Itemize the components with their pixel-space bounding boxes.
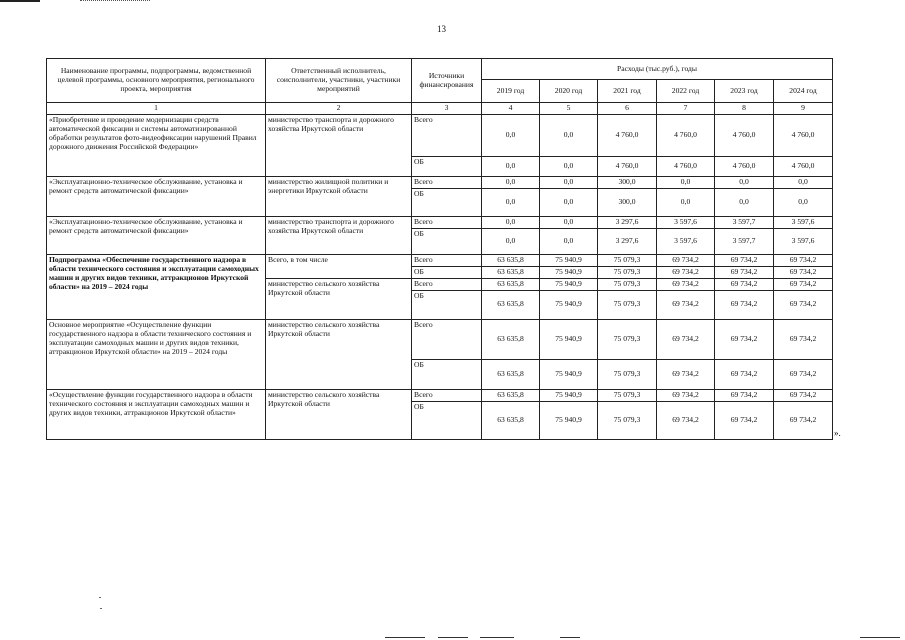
year-header: 2020 год	[540, 80, 598, 103]
activity-name: Основное мероприятие «Осуществление функции государственного надзора в области технического состояния и эксплуатации самоходных машин и других видов техники, аттракционов Иркутской области» на 2019 – 2024 годы	[47, 319, 266, 389]
amount-2024: 0,0	[774, 188, 833, 216]
table-row	[47, 389, 833, 401]
amount-2020: 0,0	[540, 188, 598, 216]
column-number: 3	[412, 103, 482, 115]
amount-2019: 63 635,8	[482, 290, 540, 319]
amount-2024: 0,0	[774, 176, 833, 188]
amount-2024: 3 597,6	[774, 228, 833, 254]
funding-source: Всего	[412, 254, 482, 266]
amount-2021: 4 760,0	[598, 114, 657, 156]
funding-source: ОБ	[412, 156, 482, 176]
amount-2020: 0,0	[540, 114, 598, 156]
funding-source: ОБ	[412, 228, 482, 254]
amount-2019: 63 635,8	[482, 401, 540, 439]
column-number: 1	[47, 103, 266, 115]
activity-name: «Осуществление функции государственного надзора в области технического состояния и эксплуатации самоходных машин и других видов техники, аттракционов Иркутской области»	[47, 389, 266, 439]
amount-2021: 75 079,3	[598, 389, 657, 401]
amount-2020: 0,0	[540, 156, 598, 176]
amount-2024: 4 760,0	[774, 156, 833, 176]
amount-2020: 75 940,9	[540, 389, 598, 401]
amount-2023: 69 734,2	[715, 389, 774, 401]
amount-2021: 75 079,3	[598, 254, 657, 266]
funding-source: Всего	[412, 216, 482, 228]
amount-2022: 4 760,0	[657, 114, 715, 156]
amount-2022: 69 734,2	[657, 401, 715, 439]
table-row	[47, 114, 833, 156]
amount-2020: 75 940,9	[540, 254, 598, 266]
amount-2024: 4 760,0	[774, 114, 833, 156]
column-number: 4	[482, 103, 540, 115]
amount-2020: 0,0	[540, 216, 598, 228]
amount-2019: 63 635,8	[482, 319, 540, 359]
amount-2021: 75 079,3	[598, 266, 657, 278]
amount-2023: 69 734,2	[715, 266, 774, 278]
column-number: 9	[774, 103, 833, 115]
amount-2023: 4 760,0	[715, 114, 774, 156]
header-row	[47, 59, 833, 80]
activity-name: «Эксплуатационно-техническое обслуживание, установка и ремонт средств автоматической фиксации»	[47, 176, 266, 216]
activity-name: «Эксплуатационно-техническое обслуживание, установка и ремонт средств автоматической фиксации»	[47, 216, 266, 254]
amount-2020: 0,0	[540, 176, 598, 188]
amount-2022: 3 597,6	[657, 216, 715, 228]
amount-2019: 63 635,8	[482, 278, 540, 290]
amount-2021: 75 079,3	[598, 319, 657, 359]
year-header: 2022 год	[657, 80, 715, 103]
amount-2022: 69 734,2	[657, 254, 715, 266]
amount-2021: 4 760,0	[598, 156, 657, 176]
year-header: 2023 год	[715, 80, 774, 103]
scan-edge-mark	[0, 0, 40, 2]
funding-source: ОБ	[412, 266, 482, 278]
footer-rule	[560, 637, 580, 638]
amount-2019: 63 635,8	[482, 359, 540, 389]
executor: министерство транспорта и дорожного хозяйства Иркутской области	[266, 216, 412, 254]
footer-rule	[480, 637, 514, 638]
column-number: 7	[657, 103, 715, 115]
page-number: 13	[437, 24, 446, 34]
amount-2020: 75 940,9	[540, 401, 598, 439]
amount-2022: 69 734,2	[657, 266, 715, 278]
amount-2019: 0,0	[482, 114, 540, 156]
amount-2023: 69 734,2	[715, 254, 774, 266]
executor: министерство жилищной политики и энергетики Иркутской области	[266, 176, 412, 216]
executor: министерство сельского хозяйства Иркутской области	[266, 319, 412, 389]
funding-source: Всего	[412, 278, 482, 290]
funding-source: Всего	[412, 176, 482, 188]
column-numbers-row	[47, 103, 833, 115]
amount-2020: 75 940,9	[540, 359, 598, 389]
amount-2024: 69 734,2	[774, 401, 833, 439]
amount-2022: 0,0	[657, 188, 715, 216]
funding-source: ОБ	[412, 359, 482, 389]
executor: министерство сельского хозяйства Иркутской области	[266, 389, 412, 439]
amount-2021: 75 079,3	[598, 290, 657, 319]
amount-2024: 69 734,2	[774, 266, 833, 278]
scan-speck	[99, 597, 101, 598]
amount-2023: 69 734,2	[715, 290, 774, 319]
amount-2021: 75 079,3	[598, 401, 657, 439]
amount-2019: 0,0	[482, 228, 540, 254]
footer-rule	[385, 637, 425, 638]
column-number: 6	[598, 103, 657, 115]
amount-2021: 300,0	[598, 176, 657, 188]
scan-edge-dots	[80, 0, 150, 2]
funding-source: ОБ	[412, 290, 482, 319]
amount-2019: 0,0	[482, 156, 540, 176]
amount-2022: 3 597,6	[657, 228, 715, 254]
scan-speck	[100, 608, 102, 609]
column-number: 5	[540, 103, 598, 115]
table-row	[47, 319, 833, 359]
amount-2019: 63 635,8	[482, 254, 540, 266]
funding-source: ОБ	[412, 188, 482, 216]
table-row	[47, 216, 833, 228]
amount-2020: 75 940,9	[540, 290, 598, 319]
amount-2024: 69 734,2	[774, 319, 833, 359]
amount-2024: 69 734,2	[774, 254, 833, 266]
amount-2023: 69 734,2	[715, 278, 774, 290]
column-number: 8	[715, 103, 774, 115]
amount-2023: 4 760,0	[715, 156, 774, 176]
amount-2023: 3 597,7	[715, 216, 774, 228]
amount-2020: 0,0	[540, 228, 598, 254]
funding-source: Всего	[412, 389, 482, 401]
amount-2020: 75 940,9	[540, 278, 598, 290]
amount-2020: 75 940,9	[540, 319, 598, 359]
amount-2023: 0,0	[715, 176, 774, 188]
amount-2023: 69 734,2	[715, 359, 774, 389]
amount-2021: 3 297,6	[598, 228, 657, 254]
amount-2024: 69 734,2	[774, 389, 833, 401]
amount-2019: 0,0	[482, 188, 540, 216]
subprogram-name: Подпрограмма «Обеспечение государственного надзора в области технического состояния и эксплуатации самоходных машин и других видов техники, аттракционов Иркутской области» на 2019 – 2024 годы	[47, 254, 266, 319]
amount-2023: 0,0	[715, 188, 774, 216]
funding-source: Всего	[412, 319, 482, 359]
header-source: Источники финансирования	[412, 59, 482, 103]
amount-2021: 75 079,3	[598, 359, 657, 389]
amount-2023: 3 597,7	[715, 228, 774, 254]
table-row	[47, 254, 833, 266]
executor: министерство транспорта и дорожного хозяйства Иркутской области	[266, 114, 412, 176]
column-number: 2	[266, 103, 412, 115]
footer-rule	[860, 637, 900, 638]
executor: министерство сельского хозяйства Иркутской области	[266, 278, 412, 319]
amount-2024: 69 734,2	[774, 290, 833, 319]
header-name: Наименование программы, подпрограммы, ведомственной целевой программы, основного мероприятия, регионального проекта, мероприятия	[47, 59, 266, 103]
activity-name: «Приобретение и проведение модернизации средств автоматической фиксации и системы автоматизированной обработки результатов фото-видеофиксации нарушений Правил дорожного движения Российской Федерации»	[47, 114, 266, 176]
year-header: 2024 год	[774, 80, 833, 103]
amount-2022: 4 760,0	[657, 156, 715, 176]
amount-2024: 69 734,2	[774, 278, 833, 290]
amount-2022: 69 734,2	[657, 359, 715, 389]
closing-quote-mark: ».	[834, 428, 841, 438]
amount-2019: 63 635,8	[482, 266, 540, 278]
amount-2021: 3 297,6	[598, 216, 657, 228]
amount-2023: 69 734,2	[715, 401, 774, 439]
amount-2024: 69 734,2	[774, 359, 833, 389]
amount-2022: 69 734,2	[657, 319, 715, 359]
amount-2023: 69 734,2	[715, 319, 774, 359]
executor: Всего, в том числе	[266, 254, 412, 278]
amount-2022: 0,0	[657, 176, 715, 188]
funding-source: ОБ	[412, 401, 482, 439]
amount-2022: 69 734,2	[657, 278, 715, 290]
year-header: 2019 год	[482, 80, 540, 103]
year-header: 2021 год	[598, 80, 657, 103]
header-executor: Ответственный исполнитель, соисполнители, участники, участники мероприятий	[266, 59, 412, 103]
funding-source: Всего	[412, 114, 482, 156]
header-expenses: Расходы (тыс.руб.), годы	[482, 59, 833, 80]
footer-rule	[438, 637, 468, 638]
amount-2019: 0,0	[482, 216, 540, 228]
amount-2019: 0,0	[482, 176, 540, 188]
budget-table	[46, 58, 833, 440]
amount-2021: 300,0	[598, 188, 657, 216]
amount-2022: 69 734,2	[657, 290, 715, 319]
amount-2021: 75 079,3	[598, 278, 657, 290]
amount-2022: 69 734,2	[657, 389, 715, 401]
amount-2024: 3 597,6	[774, 216, 833, 228]
amount-2020: 75 940,9	[540, 266, 598, 278]
amount-2019: 63 635,8	[482, 389, 540, 401]
table-row	[47, 176, 833, 188]
